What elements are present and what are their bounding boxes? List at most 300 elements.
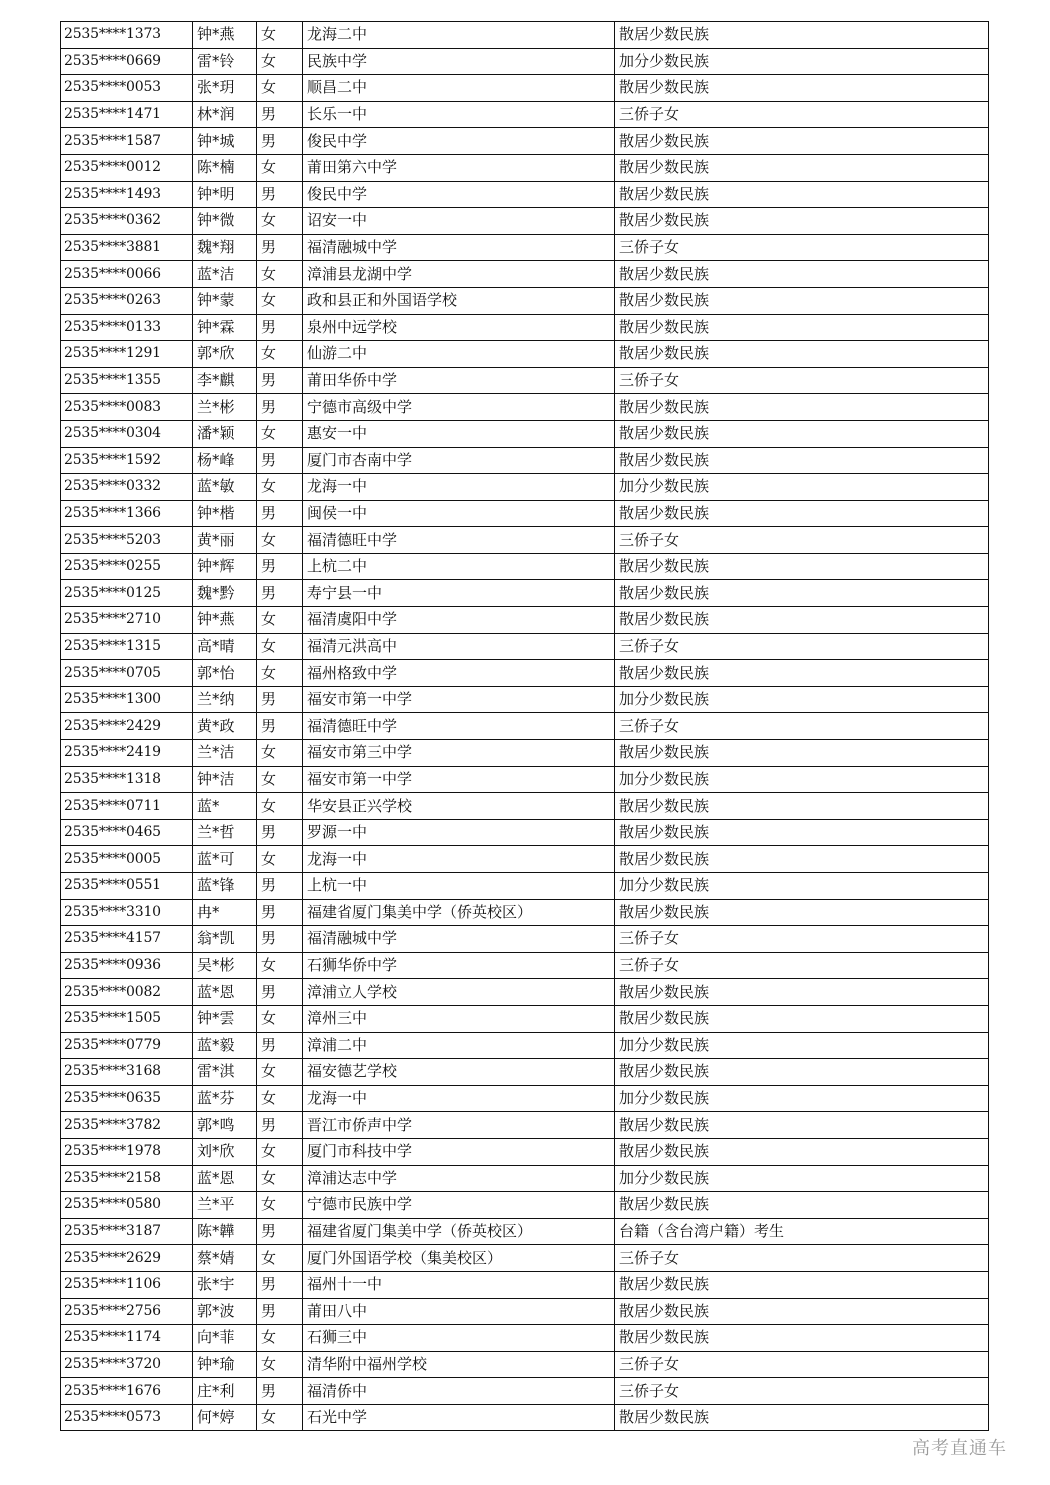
name-cell: 张*玥 [193,75,257,102]
school-cell: 晋江市侨声中学 [303,1112,615,1139]
name-cell: 钟*楷 [193,500,257,527]
table-row [61,128,989,155]
table-row [61,234,989,261]
school-cell: 上杭一中 [303,873,615,900]
name-cell: 钟*微 [193,208,257,235]
table-row [61,154,989,181]
school-cell: 福州格致中学 [303,660,615,687]
category-cell: 三侨子女 [615,633,989,660]
category-cell: 加分少数民族 [615,766,989,793]
table-row [61,1005,989,1032]
gender-cell: 男 [257,926,303,953]
gender-cell: 男 [257,553,303,580]
school-cell: 俊民中学 [303,128,615,155]
category-cell: 加分少数民族 [615,686,989,713]
name-cell: 郭*波 [193,1298,257,1325]
candidate-list-table [60,21,989,1431]
exam-number-cell: 2535****1291 [61,341,193,368]
exam-number-cell: 2535****0551 [61,873,193,900]
category-cell: 散居少数民族 [615,287,989,314]
school-cell: 寿宁县一中 [303,580,615,607]
exam-number-cell: 2535****1106 [61,1271,193,1298]
exam-number-cell: 2535****2429 [61,713,193,740]
exam-number-cell: 2535****2419 [61,740,193,767]
gender-cell: 男 [257,873,303,900]
category-cell: 三侨子女 [615,234,989,261]
school-cell: 罗源一中 [303,819,615,846]
name-cell: 兰*彬 [193,394,257,421]
gender-cell: 女 [257,1059,303,1086]
school-cell: 宁德市高级中学 [303,394,615,421]
school-cell: 福清融城中学 [303,926,615,953]
name-cell: 魏*翔 [193,234,257,261]
table-row [61,580,989,607]
gender-cell: 女 [257,1351,303,1378]
gender-cell: 男 [257,181,303,208]
school-cell: 龙海二中 [303,22,615,49]
exam-number-cell: 2535****1315 [61,633,193,660]
table-row [61,181,989,208]
category-cell: 三侨子女 [615,713,989,740]
school-cell: 仙游二中 [303,341,615,368]
exam-number-cell: 2535****0263 [61,287,193,314]
school-cell: 福安市第一中学 [303,766,615,793]
school-cell: 福建省厦门集美中学（侨英校区） [303,1218,615,1245]
exam-number-cell: 2535****0255 [61,553,193,580]
table-row [61,287,989,314]
exam-number-cell: 2535****0936 [61,952,193,979]
school-cell: 闽侯一中 [303,500,615,527]
table-row [61,1192,989,1219]
category-cell: 三侨子女 [615,367,989,394]
table-row [61,873,989,900]
category-cell: 散居少数民族 [615,660,989,687]
name-cell: 兰*哲 [193,819,257,846]
category-cell: 加分少数民族 [615,474,989,501]
school-cell: 俊民中学 [303,181,615,208]
name-cell: 钟*明 [193,181,257,208]
gender-cell: 男 [257,1271,303,1298]
category-cell: 散居少数民族 [615,1298,989,1325]
table-row [61,1032,989,1059]
name-cell: 陈*韡 [193,1218,257,1245]
school-cell: 漳浦二中 [303,1032,615,1059]
category-cell: 散居少数民族 [615,1112,989,1139]
gender-cell: 女 [257,341,303,368]
school-cell: 漳州三中 [303,1005,615,1032]
school-cell: 石狮华侨中学 [303,952,615,979]
school-cell: 泉州中远学校 [303,314,615,341]
name-cell: 潘*颖 [193,420,257,447]
gender-cell: 男 [257,713,303,740]
name-cell: 黄*政 [193,713,257,740]
gender-cell: 女 [257,48,303,75]
category-cell: 散居少数民族 [615,181,989,208]
gender-cell: 男 [257,500,303,527]
category-cell: 加分少数民族 [615,1165,989,1192]
name-cell: 蓝*恩 [193,1165,257,1192]
name-cell: 钟*燕 [193,607,257,634]
exam-number-cell: 2535****0635 [61,1085,193,1112]
gender-cell: 女 [257,793,303,820]
school-cell: 厦门市科技中学 [303,1138,615,1165]
name-cell: 蓝* [193,793,257,820]
exam-number-cell: 2535****0362 [61,208,193,235]
category-cell: 散居少数民族 [615,580,989,607]
school-cell: 长乐一中 [303,101,615,128]
category-cell: 散居少数民族 [615,341,989,368]
category-cell: 散居少数民族 [615,793,989,820]
exam-number-cell: 2535****3168 [61,1059,193,1086]
name-cell: 吴*彬 [193,952,257,979]
table-row [61,341,989,368]
gender-cell: 女 [257,1404,303,1431]
name-cell: 钟*雲 [193,1005,257,1032]
table-row [61,793,989,820]
category-cell: 加分少数民族 [615,48,989,75]
name-cell: 雷*铃 [193,48,257,75]
name-cell: 何*婷 [193,1404,257,1431]
gender-cell: 女 [257,420,303,447]
category-cell: 散居少数民族 [615,819,989,846]
name-cell: 林*润 [193,101,257,128]
table-row [61,394,989,421]
table-row [61,1165,989,1192]
school-cell: 民族中学 [303,48,615,75]
table-row [61,686,989,713]
table-row [61,1325,989,1352]
exam-number-cell: 2535****3310 [61,899,193,926]
exam-number-cell: 2535****3881 [61,234,193,261]
school-cell: 福清德旺中学 [303,713,615,740]
category-cell: 散居少数民族 [615,1192,989,1219]
gender-cell: 男 [257,979,303,1006]
exam-number-cell: 2535****1373 [61,22,193,49]
exam-number-cell: 2535****1978 [61,1138,193,1165]
table-row [61,766,989,793]
table-row [61,314,989,341]
exam-number-cell: 2535****0012 [61,154,193,181]
exam-number-cell: 2535****0580 [61,1192,193,1219]
category-cell: 散居少数民族 [615,128,989,155]
school-cell: 漳浦县龙湖中学 [303,261,615,288]
table-row [61,1351,989,1378]
name-cell: 钟*蒙 [193,287,257,314]
exam-number-cell: 2535****0573 [61,1404,193,1431]
gender-cell: 男 [257,899,303,926]
category-cell: 加分少数民族 [615,873,989,900]
school-cell: 莆田华侨中学 [303,367,615,394]
gender-cell: 男 [257,1218,303,1245]
school-cell: 福清侨中 [303,1378,615,1405]
exam-number-cell: 2535****2158 [61,1165,193,1192]
name-cell: 蓝*敏 [193,474,257,501]
name-cell: 钟*瑜 [193,1351,257,1378]
gender-cell: 男 [257,1032,303,1059]
name-cell: 兰*纳 [193,686,257,713]
exam-number-cell: 2535****3187 [61,1218,193,1245]
school-cell: 石狮三中 [303,1325,615,1352]
category-cell: 三侨子女 [615,952,989,979]
gender-cell: 女 [257,1192,303,1219]
gender-cell: 女 [257,660,303,687]
table-row [61,607,989,634]
table-row [61,101,989,128]
gender-cell: 女 [257,287,303,314]
gender-cell: 男 [257,447,303,474]
name-cell: 陈*楠 [193,154,257,181]
gender-cell: 女 [257,1165,303,1192]
table-row [61,713,989,740]
table-row [61,660,989,687]
category-cell: 三侨子女 [615,1378,989,1405]
school-cell: 漳浦达志中学 [303,1165,615,1192]
table-row [61,1218,989,1245]
gender-cell: 男 [257,686,303,713]
gender-cell: 男 [257,1298,303,1325]
table-row [61,899,989,926]
name-cell: 蓝*可 [193,846,257,873]
category-cell: 三侨子女 [615,101,989,128]
exam-number-cell: 2535****0005 [61,846,193,873]
category-cell: 散居少数民族 [615,1059,989,1086]
name-cell: 杨*峰 [193,447,257,474]
gender-cell: 男 [257,1378,303,1405]
category-cell: 加分少数民族 [615,1032,989,1059]
table-row [61,553,989,580]
exam-number-cell: 2535****0779 [61,1032,193,1059]
name-cell: 兰*平 [193,1192,257,1219]
school-cell: 福州十一中 [303,1271,615,1298]
name-cell: 兰*洁 [193,740,257,767]
table-row [61,1298,989,1325]
exam-number-cell: 2535****1300 [61,686,193,713]
category-cell: 散居少数民族 [615,607,989,634]
category-cell: 散居少数民族 [615,1271,989,1298]
table-row [61,1138,989,1165]
gender-cell: 男 [257,394,303,421]
table-row [61,1112,989,1139]
exam-number-cell: 2535****1592 [61,447,193,474]
school-cell: 诏安一中 [303,208,615,235]
gender-cell: 女 [257,208,303,235]
school-cell: 厦门市杏南中学 [303,447,615,474]
table-row [61,48,989,75]
exam-number-cell: 2535****0053 [61,75,193,102]
exam-number-cell: 2535****0711 [61,793,193,820]
name-cell: 钟*洁 [193,766,257,793]
exam-number-cell: 2535****0465 [61,819,193,846]
table-row [61,500,989,527]
gender-cell: 女 [257,1138,303,1165]
name-cell: 蓝*芬 [193,1085,257,1112]
name-cell: 冉* [193,899,257,926]
school-cell: 顺昌二中 [303,75,615,102]
table-row [61,208,989,235]
gender-cell: 女 [257,75,303,102]
school-cell: 福安市第一中学 [303,686,615,713]
category-cell: 散居少数民族 [615,740,989,767]
candidate-list-body [61,22,989,1431]
name-cell: 魏*黔 [193,580,257,607]
gender-cell: 男 [257,580,303,607]
exam-number-cell: 2535****1587 [61,128,193,155]
exam-number-cell: 2535****2629 [61,1245,193,1272]
school-cell: 龙海一中 [303,474,615,501]
table-row [61,75,989,102]
name-cell: 向*菲 [193,1325,257,1352]
table-row [61,633,989,660]
table-row [61,1378,989,1405]
school-cell: 惠安一中 [303,420,615,447]
gender-cell: 女 [257,1245,303,1272]
category-cell: 散居少数民族 [615,22,989,49]
school-cell: 石光中学 [303,1404,615,1431]
category-cell: 散居少数民族 [615,979,989,1006]
exam-number-cell: 2535****0125 [61,580,193,607]
table-row [61,367,989,394]
school-cell: 上杭二中 [303,553,615,580]
table-row [61,474,989,501]
gender-cell: 女 [257,1325,303,1352]
category-cell: 散居少数民族 [615,500,989,527]
table-row [61,1271,989,1298]
exam-number-cell: 2535****0304 [61,420,193,447]
gender-cell: 女 [257,527,303,554]
gender-cell: 男 [257,128,303,155]
name-cell: 钟*城 [193,128,257,155]
exam-number-cell: 2535****3720 [61,1351,193,1378]
gender-cell: 女 [257,154,303,181]
table-row [61,846,989,873]
name-cell: 钟*燕 [193,22,257,49]
name-cell: 李*麒 [193,367,257,394]
category-cell: 三侨子女 [615,1351,989,1378]
category-cell: 三侨子女 [615,527,989,554]
exam-number-cell: 2535****3782 [61,1112,193,1139]
name-cell: 钟*辉 [193,553,257,580]
school-cell: 宁德市民族中学 [303,1192,615,1219]
category-cell: 散居少数民族 [615,1138,989,1165]
exam-number-cell: 2535****2710 [61,607,193,634]
category-cell: 散居少数民族 [615,394,989,421]
exam-number-cell: 2535****0133 [61,314,193,341]
name-cell: 蔡*婧 [193,1245,257,1272]
school-cell: 福清元洪高中 [303,633,615,660]
table-row [61,527,989,554]
exam-number-cell: 2535****4157 [61,926,193,953]
school-cell: 政和县正和外国语学校 [303,287,615,314]
name-cell: 张*宇 [193,1271,257,1298]
exam-number-cell: 2535****0332 [61,474,193,501]
table-row [61,1245,989,1272]
category-cell: 散居少数民族 [615,420,989,447]
name-cell: 蓝*毅 [193,1032,257,1059]
table-row [61,261,989,288]
table-row [61,952,989,979]
exam-number-cell: 2535****1355 [61,367,193,394]
exam-number-cell: 2535****1366 [61,500,193,527]
name-cell: 翁*凯 [193,926,257,953]
category-cell: 三侨子女 [615,926,989,953]
table-row [61,1404,989,1431]
exam-number-cell: 2535****0083 [61,394,193,421]
exam-number-cell: 2535****0082 [61,979,193,1006]
school-cell: 福安市第三中学 [303,740,615,767]
gender-cell: 女 [257,766,303,793]
exam-number-cell: 2535****1471 [61,101,193,128]
name-cell: 雷*淇 [193,1059,257,1086]
table-row [61,1085,989,1112]
category-cell: 散居少数民族 [615,314,989,341]
school-cell: 福清虞阳中学 [303,607,615,634]
school-cell: 福清德旺中学 [303,527,615,554]
gender-cell: 女 [257,1085,303,1112]
table-row [61,447,989,474]
name-cell: 刘*欣 [193,1138,257,1165]
gender-cell: 女 [257,22,303,49]
exam-number-cell: 2535****0066 [61,261,193,288]
name-cell: 钟*霖 [193,314,257,341]
name-cell: 蓝*恩 [193,979,257,1006]
school-cell: 华安县正兴学校 [303,793,615,820]
name-cell: 郭*怡 [193,660,257,687]
exam-number-cell: 2535****0705 [61,660,193,687]
gender-cell: 女 [257,740,303,767]
category-cell: 散居少数民族 [615,1404,989,1431]
category-cell: 散居少数民族 [615,447,989,474]
name-cell: 高*晴 [193,633,257,660]
name-cell: 蓝*洁 [193,261,257,288]
gender-cell: 男 [257,819,303,846]
category-cell: 散居少数民族 [615,208,989,235]
gender-cell: 男 [257,314,303,341]
table-row [61,819,989,846]
exam-number-cell: 2535****1493 [61,181,193,208]
category-cell: 散居少数民族 [615,1325,989,1352]
name-cell: 庄*利 [193,1378,257,1405]
school-cell: 龙海一中 [303,1085,615,1112]
table-row [61,926,989,953]
gender-cell: 女 [257,633,303,660]
exam-number-cell: 2535****5203 [61,527,193,554]
exam-number-cell: 2535****1174 [61,1325,193,1352]
school-cell: 福建省厦门集美中学（侨英校区） [303,899,615,926]
exam-number-cell: 2535****0669 [61,48,193,75]
table-row [61,740,989,767]
school-cell: 清华附中福州学校 [303,1351,615,1378]
school-cell: 福安德艺学校 [303,1059,615,1086]
exam-number-cell: 2535****1318 [61,766,193,793]
exam-number-cell: 2535****2756 [61,1298,193,1325]
gender-cell: 男 [257,101,303,128]
school-cell: 福清融城中学 [303,234,615,261]
category-cell: 散居少数民族 [615,75,989,102]
gender-cell: 男 [257,367,303,394]
table-row [61,22,989,49]
school-cell: 龙海一中 [303,846,615,873]
category-cell: 加分少数民族 [615,1085,989,1112]
category-cell: 散居少数民族 [615,154,989,181]
table-row [61,1059,989,1086]
category-cell: 散居少数民族 [615,261,989,288]
school-cell: 漳浦立人学校 [303,979,615,1006]
gender-cell: 女 [257,952,303,979]
category-cell: 三侨子女 [615,1245,989,1272]
gender-cell: 女 [257,261,303,288]
watermark-text: 高考直通车 [912,1438,1007,1459]
gender-cell: 女 [257,474,303,501]
